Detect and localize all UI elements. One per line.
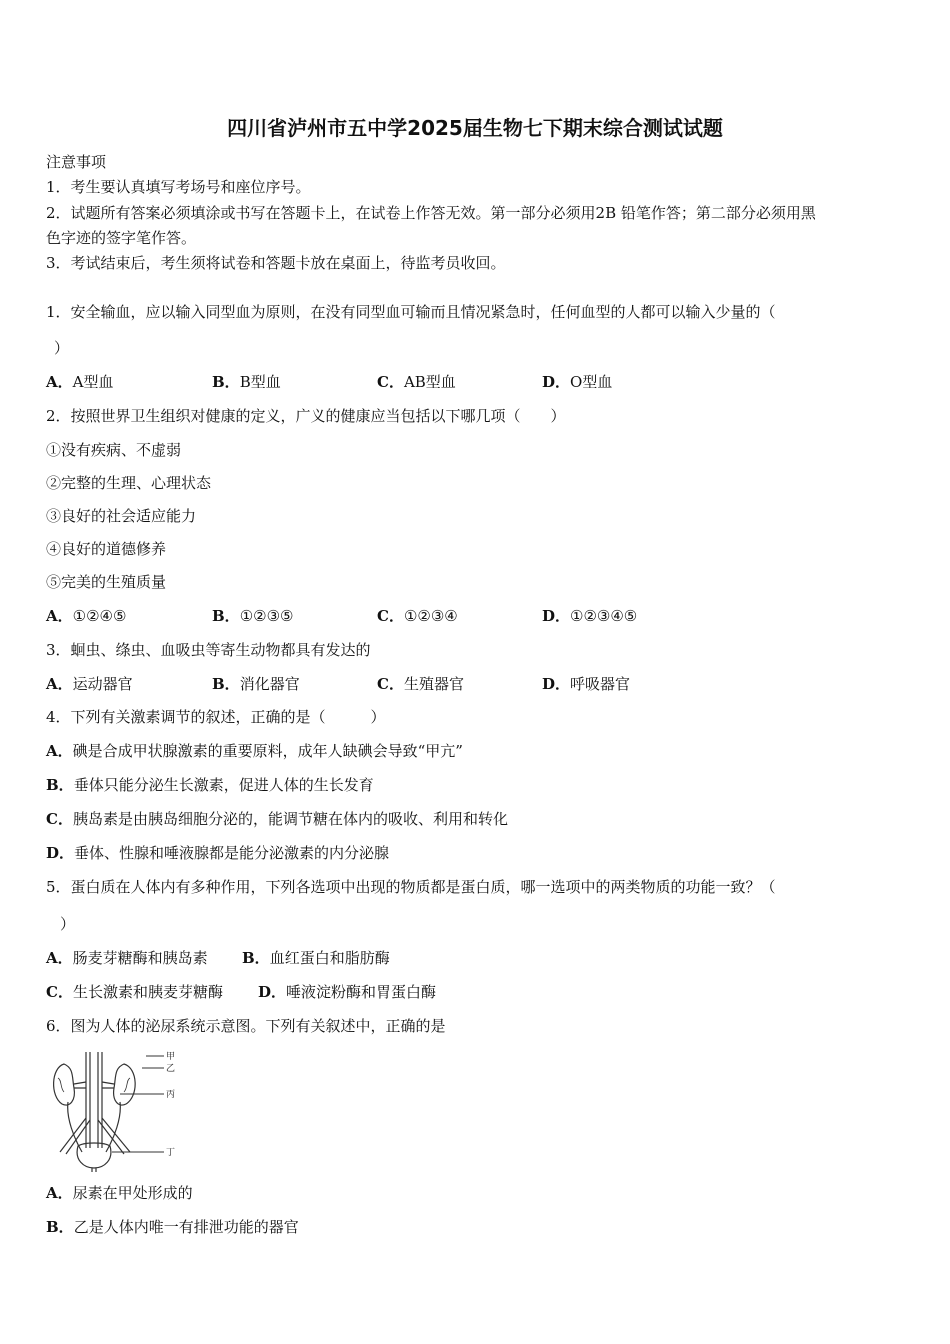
q4-option-d: D．垂体、性腺和唾液腺都是能分泌激素的内分泌腺 — [46, 844, 390, 862]
figure-label-bing: 丙 — [166, 1090, 176, 1100]
q2-item: ⑤完美的生殖质量 — [46, 573, 167, 591]
kidney-right — [114, 1064, 136, 1105]
q2-item: ③良好的社会适应能力 — [46, 507, 197, 525]
kidney-left — [54, 1064, 75, 1105]
q5-stem-cont: ） — [60, 915, 76, 933]
page-title: 四川省泸州市五中学2025届生物七下期末综合测试试题 — [227, 116, 723, 140]
q5-option-d: D．唾液淀粉酶和胃蛋白酶 — [258, 983, 437, 1001]
q4-stem: 4．下列有关激素调节的叙述，正确的是（ ） — [46, 708, 386, 726]
q2-item: ①没有疾病、不虚弱 — [46, 441, 182, 459]
q2-option-b: B．①②③⑤ — [212, 607, 294, 625]
notice-item: 1．考生要认真填写考场号和座位序号。 — [46, 178, 311, 196]
q2-item: ②完整的生理、心理状态 — [46, 474, 212, 492]
notice-item: 3．考试结束后，考生须将试卷和答题卡放在桌面上，待监考员收回。 — [46, 254, 506, 272]
q2-option-d: D．①②③④⑤ — [542, 607, 638, 625]
figure-label-jia: 甲 — [166, 1052, 176, 1062]
q1-option-a: A．A型血 — [46, 373, 114, 391]
q4-option-b: B．垂体只能分泌生长激素，促进人体的生长发育 — [46, 776, 374, 794]
q1-stem: 1．安全输血，应以输入同型血为原则，在没有同型血可输而且情况紧急时，任何血型的人都可以输入少量的（ — [46, 303, 776, 321]
q6-stem: 6．图为人体的泌尿系统示意图。下列有关叙述中，正确的是 — [46, 1017, 446, 1035]
q1-option-c: C．AB型血 — [377, 373, 456, 391]
q1-option-b: B．B型血 — [212, 373, 281, 391]
q4-option-a: A．碘是合成甲状腺激素的重要原料，成年人缺碘会导致“甲亢” — [46, 742, 463, 760]
q3-option-a: A．运动器官 — [46, 675, 133, 693]
q3-stem: 3．蛔虫、绦虫、血吸虫等寄生动物都具有发达的 — [46, 641, 371, 659]
q1-stem-cont: ） — [54, 339, 70, 357]
urinary-system-figure — [46, 1048, 186, 1172]
q2-option-c: C．①②③④ — [377, 607, 458, 625]
q5-stem: 5．蛋白质在人体内有多种作用，下列各选项中出现的物质都是蛋白质，哪一选项中的两类物质的功能一致？（ — [46, 878, 776, 896]
q6-option-a: A．尿素在甲处形成的 — [46, 1184, 193, 1202]
q2-option-a: A．①②④⑤ — [46, 607, 127, 625]
q3-option-b: B．消化器官 — [212, 675, 300, 693]
q3-option-d: D．呼吸器官 — [542, 675, 631, 693]
q4-option-c: C．胰岛素是由胰岛细胞分泌的，能调节糖在体内的吸收、利用和转化 — [46, 810, 508, 828]
figure-label-ding: 丁 — [166, 1148, 176, 1158]
q1-option-d: D．O型血 — [542, 373, 613, 391]
q2-item: ④良好的道德修养 — [46, 540, 167, 558]
notice-heading: 注意事项 — [46, 153, 107, 171]
aorta-vena-cava — [86, 1052, 102, 1148]
q3-option-c: C．生殖器官 — [377, 675, 464, 693]
notice-item: 色字迹的签字笔作答。 — [46, 229, 197, 247]
notice-item: 2．试题所有答案必须填涂或书写在答题卡上，在试卷上作答无效。第一部分必须用2B 铅笔作答；第二部分必须用黑 — [46, 204, 816, 222]
figure-label-yi: 乙 — [166, 1064, 176, 1074]
q2-stem: 2．按照世界卫生组织对健康的定义，广义的健康应当包括以下哪几项（ ） — [46, 407, 566, 425]
q5-option-a: A．肠麦芽糖酶和胰岛素 — [46, 949, 208, 967]
q5-option-b: B．血红蛋白和脂肪酶 — [242, 949, 390, 967]
q5-option-c: C．生长激素和胰麦芽糖酶 — [46, 983, 223, 1001]
q6-option-b: B．乙是人体内唯一有排泄功能的器官 — [46, 1218, 299, 1236]
bladder — [77, 1143, 111, 1168]
